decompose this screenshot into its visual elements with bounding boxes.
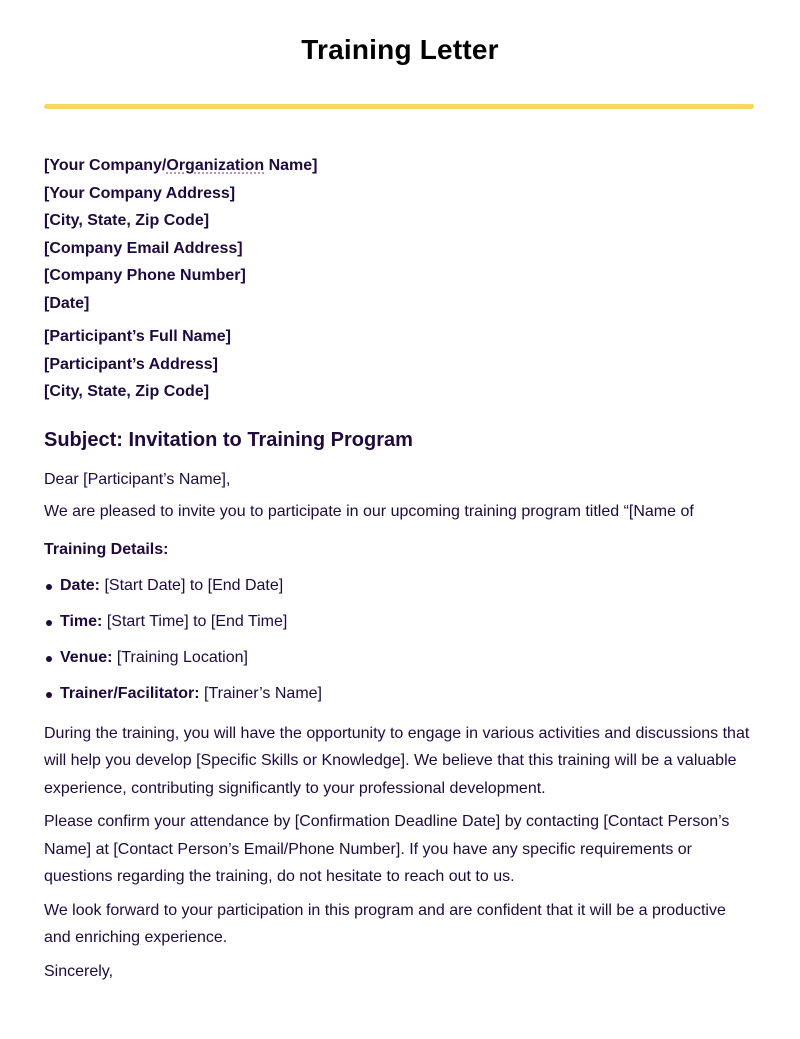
detail-label: Time: — [60, 612, 103, 630]
bullet-icon — [46, 584, 52, 590]
detail-item-venue — [44, 646, 756, 682]
bullet-icon — [46, 620, 52, 626]
accent-divider — [44, 104, 754, 109]
detail-item-time — [44, 610, 756, 646]
company-name-spellcheck-word: Organization — [166, 157, 265, 174]
company-name-prefix: [Your Company/ — [44, 157, 167, 174]
recipient-block — [44, 325, 756, 408]
company-name-suffix: Name] — [264, 157, 318, 174]
detail-label: Trainer/Facilitator: — [60, 684, 200, 702]
recipient-full-name: [Participant’s Full Name] — [44, 328, 231, 345]
sender-email: [Company Email Address] — [44, 239, 243, 257]
sign-off: Sincerely, — [44, 962, 114, 980]
letter-body — [44, 154, 756, 985]
letter-subject: Subject: Invitation to Training Program — [44, 428, 413, 451]
closing-paragraph: We look forward to your participation in this program and are confident that it will be a productive and enriching experience. — [44, 901, 726, 946]
training-description-paragraph: During the training, you will have the opportunity to engage in various activities and discussions that will help you develop [Specific Skills or Knowledge]. We believe that this training will be a valuable experience, contributing significantly to your professional development. — [44, 724, 750, 797]
letter-date: [Date] — [44, 294, 90, 312]
bullet-icon — [46, 656, 52, 662]
intro-paragraph: We are pleased to invite you to participate in our upcoming training program titled “[Name of — [44, 503, 694, 520]
sender-city-state-zip: [City, State, Zip Code] — [44, 212, 210, 229]
bullet-icon — [46, 692, 52, 698]
training-details-heading: Training Details: — [44, 540, 169, 558]
recipient-city-state-zip: [City, State, Zip Code] — [44, 383, 210, 400]
sender-address: [Your Company Address] — [44, 184, 236, 202]
sender-phone: [Company Phone Number] — [44, 267, 246, 284]
sender-company-name — [44, 154, 756, 182]
recipient-address: [Participant’s Address] — [44, 355, 218, 373]
detail-item-date — [44, 574, 756, 610]
detail-label: Venue: — [60, 648, 113, 666]
detail-value: [Start Date] to [End Date] — [100, 576, 284, 594]
salutation: Dear [Participant’s Name], — [44, 470, 231, 488]
confirmation-paragraph: Please confirm your attendance by [Confirmation Deadline Date] by contacting [Contact Person’s Name] at [Contact Person’s Email/Phone Number]. If you have any specific requirements or questions regarding the training, do not hesitate to reach out to us. — [44, 813, 730, 885]
detail-label: Date: — [60, 576, 101, 594]
document-title: Training Letter — [301, 34, 499, 65]
detail-value: [Start Time] to [End Time] — [102, 612, 288, 630]
sender-block — [44, 154, 756, 319]
training-details-list — [44, 574, 756, 718]
detail-item-trainer — [44, 682, 756, 718]
detail-value: [Trainer’s Name] — [199, 684, 322, 702]
detail-value: [Training Location] — [112, 648, 248, 666]
